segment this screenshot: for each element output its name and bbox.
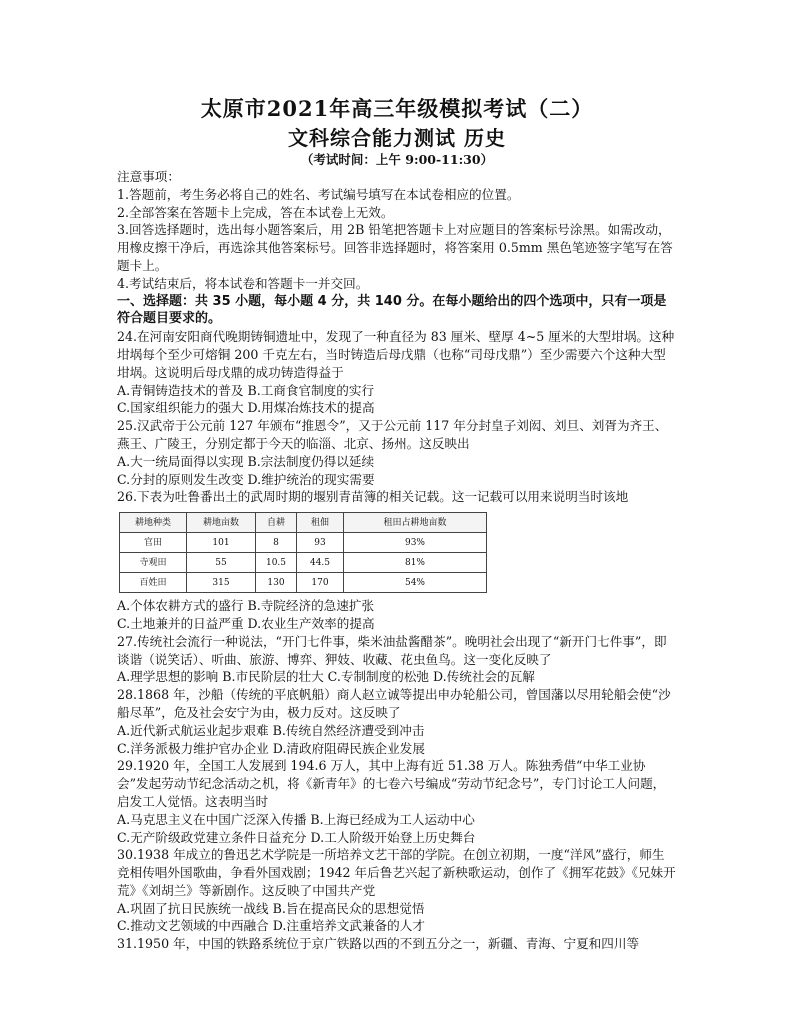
question-28-stem: 28.1868 年，沙船（传统的平底帆船）商人赵立诚等提出申办轮船公司，曾国藩以尽用轮船会使“沙船尽革”，危及社会安宁为由，极力反对。这反映了 [117, 687, 671, 720]
question-24-options-ab: A.青铜铸造技术的普及 B.工商食官制度的实行 [117, 382, 375, 398]
notice-heading: 注意事项： [117, 169, 180, 184]
table-cell: 百姓田 [120, 573, 187, 593]
table-cell: 55 [187, 553, 256, 573]
table-cell: 130 [256, 573, 297, 593]
notice-item: 1.答题前，考生务必将自己的姓名、考试编号填写在本试卷相应的位置。 [117, 186, 520, 202]
question-29-options-ab: A.马克思主义在中国广泛深入传播 B.上海已经成为工人运动中心 [117, 811, 475, 827]
question-29-stem: 29.1920 年，全国工人发展到 194.6 万人，其中上海有近 51.38 万人。陈独秀借“中华工业协会”发起劳动节纪念活动之机，将《新青年》的七卷六号编成“劳动节纪念号”，专门讨论工人问题，启发工人觉悟。这表明当时 [117, 758, 666, 809]
table-cell: 93 [297, 533, 344, 553]
table-cell: 官田 [120, 533, 187, 553]
table-row [120, 573, 487, 593]
question-25-options-ab: A.大一统局面得以实现 B.宗法制度仍得以延续 [117, 453, 375, 469]
table-header-cell: 租佃 [297, 513, 344, 533]
question-30-options-ab: A.巩固了抗日民族统一战线 B.旨在提高民众的思想觉悟 [117, 900, 425, 916]
table-cell: 170 [297, 573, 344, 593]
question-26-options-cd: C.土地兼并的日益严重 D.农业生产效率的提高 [117, 615, 375, 631]
exam-content [117, 168, 677, 953]
exam-title: 太原市2021年高三年级模拟考试（二） [200, 96, 594, 121]
table-cell: 54% [344, 573, 487, 593]
question-27-stem: 27.传统社会流行一种说法，“开门七件事，柴米油盐酱醋茶”。晚明社会出现了“新开门七件事”，即谈谐（说笑话）、听曲、旅游、博弈、狎妓、收藏、花虫鱼鸟。这一变化反映了 [117, 633, 667, 667]
table-header-cell: 自耕 [256, 513, 297, 533]
notice-item: 4.考试结束后，将本试卷和答题卡一并交回。 [117, 275, 369, 291]
question-31-stem: 31.1950 年，中国的铁路系统位于京广铁路以西的不到五分之一，新疆、青海、宁夏和四川等 [117, 936, 640, 952]
notice-item: 2.全部答案在答题卡上完成，答在本试卷上无效。 [117, 204, 394, 220]
question-24-stem: 24.在河南安阳商代晚期铸铜遗址中，发现了一种直径为 83 厘米、壁厚 4~5 厘米的大型坩埚。这种坩埚每个至少可熔铜 200 千克左右，当时铸造后母戊鼎（也称“司母戊鼎”）至少需要六个这种大型坩埚。这说明后母戊鼎的成功铸造得益于 [117, 329, 675, 380]
question-24-options-cd: C.国家组织能力的强大 D.用煤冶炼技术的提高 [117, 400, 375, 416]
question-30-stem: 30.1938 年成立的鲁迅艺术学院是一所培养文艺干部的学院。在创立初期，一度“洋风”盛行，师生竞相传唱外国歌曲，争看外国戏剧；1942 年后鲁艺兴起了新秧歌运动，创作了《拥军花鼓》《兄妹开荒》《刘胡兰》等新剧作。这反映了中国共产党 [117, 847, 676, 898]
section-heading: 一、选择题：共 35 小题，每小题 4 分，共 140 分。在每小题给出的四个选项中，只有一项是符合题目要求的。 [117, 293, 667, 327]
table-cell: 10.5 [256, 553, 297, 573]
question-25-options-cd: C.分封的原则发生改变 D.维护统治的现实需要 [117, 471, 375, 487]
question-30-options-cd: C.推动文艺领域的中西融合 D.注重培养文武兼备的人才 [117, 918, 425, 934]
exam-time: （考试时间：上午 9:00-11:30） [300, 152, 494, 167]
table-cell: 93% [344, 533, 487, 553]
question-28-options-cd: C.洋务派极力维护官办企业 D.清政府阻碍民族企业发展 [117, 740, 425, 756]
table-row [120, 533, 487, 553]
table-header-row [120, 513, 487, 533]
exam-subtitle: 文科综合能力测试 历史 [288, 126, 506, 150]
question-27-options: A.理学思想的影响 B.市民阶层的壮大 C.专制制度的松弛 D.传统社会的瓦解 [117, 669, 535, 685]
question-28-options-ab: A.近代新式航运业起步艰难 B.传统自然经济遭受到冲击 [117, 722, 425, 738]
table-cell: 8 [256, 533, 297, 553]
question-26-stem: 26.下表为吐鲁番出土的武周时期的堰别青苗簿的相关记载。这一记载可以用来说明当时该地 [117, 489, 629, 505]
table-cell: 101 [187, 533, 256, 553]
question-25-stem: 25.汉武帝于公元前 127 年颁布“推恩令”，又于公元前 117 年分封皇子刘闳、刘旦、刘胥为齐王、燕王、广陵王，分别定都于今天的临淄、北京、扬州。这反映出 [117, 418, 668, 451]
notice-item: 3.回答选择题时，选出每小题答案后，用 2B 铅笔把答题卡上对应题目的答案标号涂黑。如需改动，用橡皮擦干净后，再选涂其他答案标号。回答非选择题时，将答案用 0.5mm 黑色笔迹签字笔写在答题卡上。 [117, 222, 673, 273]
table-header-cell: 耕地亩数 [187, 513, 256, 533]
table-header-cell: 耕地种类 [120, 513, 187, 533]
table-header-cell: 租田占耕地亩数 [344, 513, 487, 533]
farmland-table [119, 512, 487, 593]
table-cell: 81% [344, 553, 487, 573]
question-29-options-cd: C.无产阶级政党建立条件日益充分 D.工人阶级开始登上历史舞台 [117, 829, 476, 845]
table-row [120, 553, 487, 573]
question-26-options-ab: A.个体农耕方式的盛行 B.寺院经济的急速扩张 [117, 598, 375, 614]
table-cell: 315 [187, 573, 256, 593]
table-cell: 寺观田 [120, 553, 187, 573]
table-cell: 44.5 [297, 553, 344, 573]
